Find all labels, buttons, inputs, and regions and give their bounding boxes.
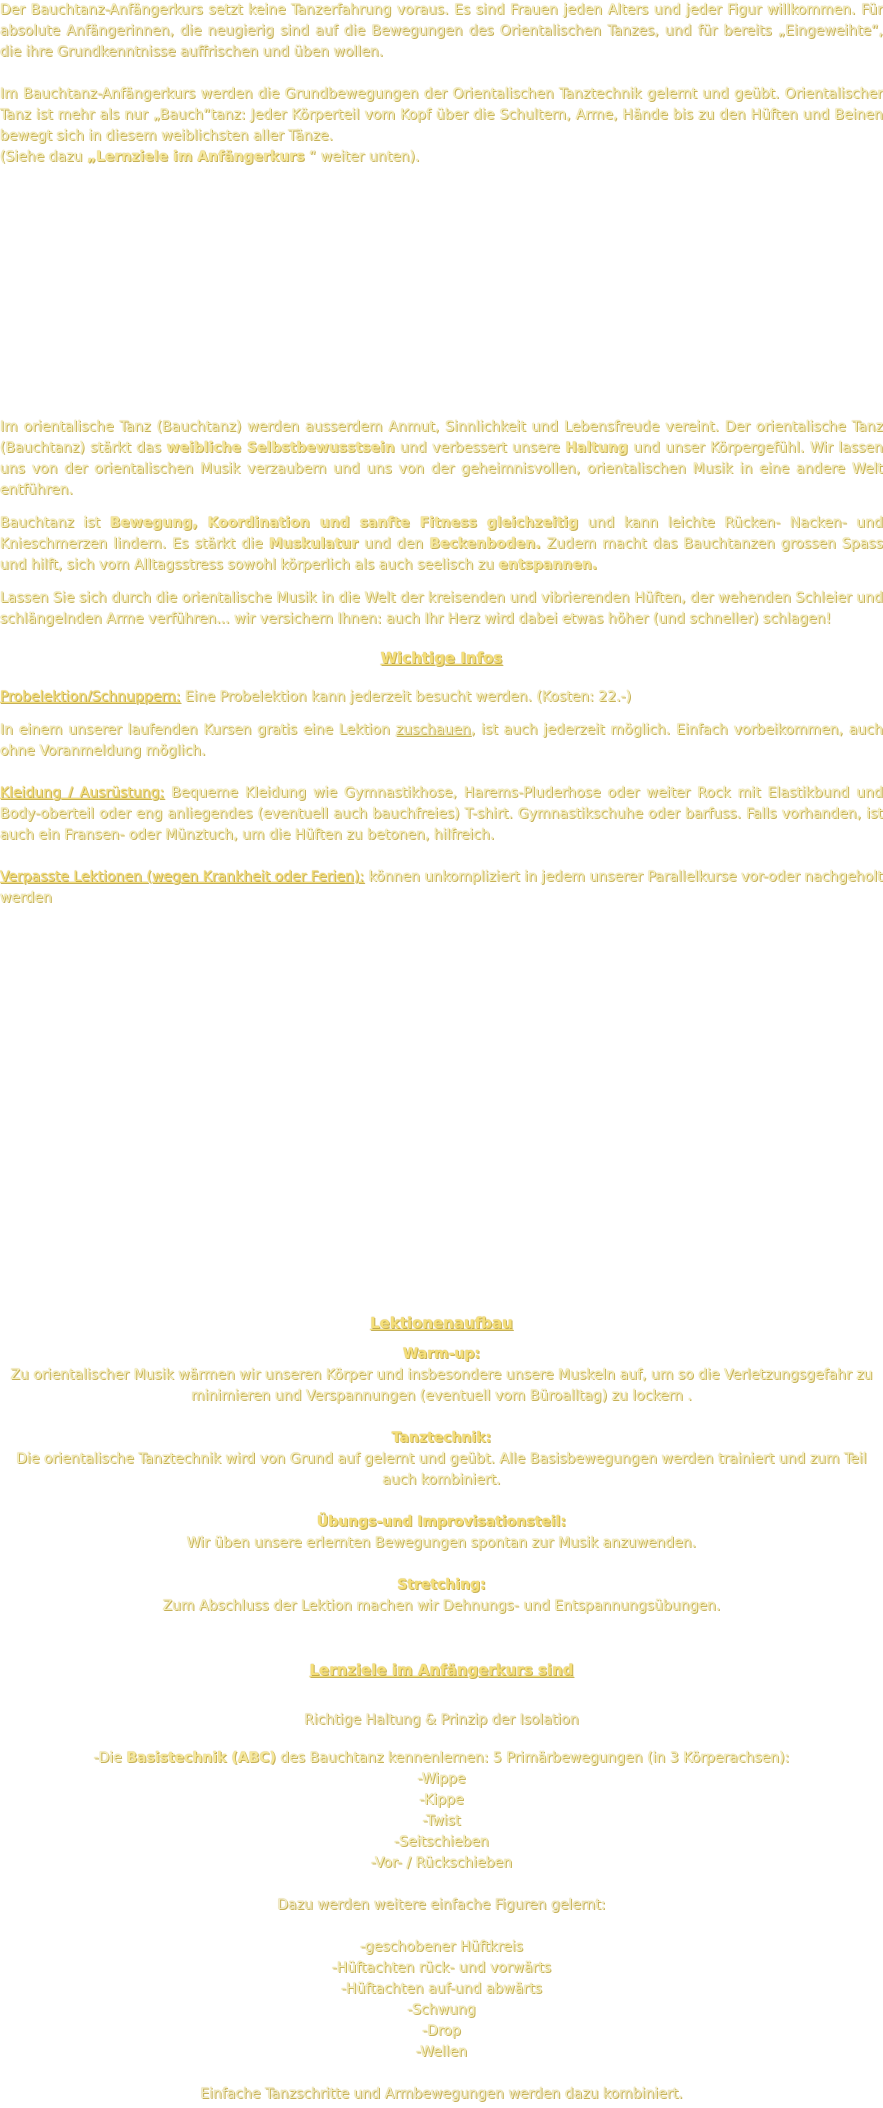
uebung-title: Übungs-und Improvisationsteil: xyxy=(316,1514,567,1530)
bold-muskulatur: Muskulatur xyxy=(268,536,359,552)
primaer-item: -Kippe xyxy=(419,1792,464,1808)
aufbau-heading: Lektionenaufbau xyxy=(370,1314,513,1332)
text-span: Im orientalische Tanz (Bauchtanz) werden ausserdem Anmut, Sinnlichkeit und Lebensfreude vereint. Der orientalische Tanz (Bauchtanz) stärkt das xyxy=(0,419,883,456)
haltung-line: Richtige Haltung & Prinzip der Isolation xyxy=(304,1712,579,1728)
zuschauen-paragraph xyxy=(0,720,883,762)
intro-section xyxy=(0,0,883,168)
text-span: -Die xyxy=(93,1750,127,1766)
text-span: Bauchtanz ist xyxy=(0,515,110,531)
aufbau-section xyxy=(0,1313,883,1617)
warmup-text: Zu orientalischer Musik wärmen wir unseren Körper und insbesondere unsere Muskeln auf, um so die Verletzungsgefahr zu minimieren und Verspannungen (eventuell vom Büroalltag) zu lockern . xyxy=(10,1367,873,1404)
figur-item: -geschobener Hüftkreis xyxy=(359,1939,524,1955)
body-paragraph-1 xyxy=(0,417,883,501)
basistechnik-line xyxy=(0,1748,883,1769)
stretching-text: Zum Abschluss der Lektion machen wir Dehnungs- und Entspannungsübungen. xyxy=(162,1598,721,1614)
probelektion-paragraph xyxy=(0,687,883,708)
text-span: In einem unserer laufenden Kursen gratis eine Lektion xyxy=(0,722,396,738)
text-span: Bequeme Kleidung wie Gymnastikhose, Harems-Pluderhose oder weiter Rock mit Elastikbund und Body-oberteil oder eng anliegendes (eventuell auch bauchfreies) T-shirt. Gymnastikschuhe oder barfuss. Falls vorhanden, ist auch ein Fransen- oder Münztuch, um die Hüften zu betonen, hilfreich. xyxy=(0,785,883,843)
probelektion-label: Probelektion/Schnuppern: xyxy=(0,689,181,705)
primaer-item: -Wippe xyxy=(417,1771,466,1787)
zuschauen-link[interactable]: zuschauen xyxy=(395,722,471,738)
bold-selbstbewusstsein: weibliche Selbstbewusstsein xyxy=(166,440,395,456)
warmup-title: Warm-up: xyxy=(402,1346,481,1362)
siehe-prefix: (Siehe dazu xyxy=(0,149,87,165)
text-span: und verbessert unsere xyxy=(394,440,566,456)
siehe-suffix: “ weiter unten). xyxy=(304,149,420,165)
kleidung-paragraph xyxy=(0,783,883,846)
primaer-item: -Vor- / Rückschieben xyxy=(370,1855,513,1871)
body-section xyxy=(0,417,883,630)
text-span: und den xyxy=(358,536,430,552)
figur-item: -Hüftachten auf-und abwärts xyxy=(341,1981,542,1997)
infos-section xyxy=(0,648,883,909)
verpasst-paragraph xyxy=(0,867,883,909)
uebung-text: Wir üben unsere erlernten Bewegungen spontan zur Musik anzuwenden. xyxy=(186,1535,697,1551)
bold-haltung: Haltung xyxy=(565,440,628,456)
infos-heading: Wichtige Infos xyxy=(380,649,503,667)
text-span: und unser Körpergefühl. Wir lassen uns von der orientalischen Musik verzaubern und uns von der geheimnisvollen, orientalischen Musik in eine andere Welt entführen. xyxy=(0,440,883,498)
figur-item: -Schwung xyxy=(407,2002,476,2018)
body-paragraph-2 xyxy=(0,513,883,576)
intro-text-a: Der Bauchtanz-Anfängerkurs setzt keine Tanzerfahrung voraus. Es sind Frauen jeden Alters und jeder Figur willkommen. xyxy=(0,2,856,18)
verpasst-label: Verpasste Lektionen (wegen Krankheit oder Ferien): xyxy=(0,869,365,885)
text-span: Zudem macht das Bauchtanzen grossen Spass und hilft, sich vom Alltagsstress sowohl körperlich als auch seelisch zu xyxy=(0,536,883,573)
bold-bewegung: Bewegung, Koordination und sanfte Fitness gleichzeitig xyxy=(109,515,579,531)
technik-text: Die orientalische Tanztechnik wird von Grund auf gelernt und geübt. Alle Basisbewegungen werden trainiert und zum Teil auch kombiniert. xyxy=(16,1451,867,1488)
figur-item: -Wellen xyxy=(415,2044,468,2060)
kleidung-label: Kleidung / Ausrüstung: xyxy=(0,785,165,801)
lernziele-section xyxy=(0,1660,883,2105)
primaer-item: -Seitschieben xyxy=(394,1834,489,1850)
text-span: des Bauchtanz kennenlernen: 5 Primärbewegungen (in 3 Körperachsen): xyxy=(275,1750,790,1766)
intro-text-b: Für absolute Anfängerinnen, die neugierig sind auf die Bewegungen des Orientalischen Tanzes, und für bereits „Eingeweihte“, die ihre Grundkenntnisse auffrischen und üben wollen. xyxy=(0,2,883,60)
lernziele-link[interactable]: „Lernziele im Anfängerkurs xyxy=(86,149,305,165)
text-span: und kann leichte Rücken- Nacken- und Knieschmerzen lindern. Es stärkt die xyxy=(0,515,883,552)
stretching-title: Stretching: xyxy=(397,1577,486,1593)
lernziele-heading: Lernziele im Anfängerkurs sind xyxy=(309,1661,574,1679)
schluss-line: Einfache Tanzschritte und Armbewegungen werden dazu kombiniert. xyxy=(200,2086,683,2102)
bold-basistechnik: Basistechnik (ABC) xyxy=(126,1750,276,1766)
bold-beckenboden: Beckenboden. xyxy=(429,536,541,552)
bold-entspannen: entspannen. xyxy=(498,557,598,573)
figur-item: -Drop xyxy=(422,2023,461,2039)
text-span: können unkompliziert in jedem unserer Parallelkurse vor-oder nachgeholt werden xyxy=(0,869,883,906)
text-span: , ist auch jederzeit möglich. Einfach vorbeikommen, auch ohne Voranmeldung möglich. xyxy=(0,722,883,759)
probelektion-text: Eine Probelektion kann jederzeit besucht werden. (Kosten: 22.-) xyxy=(180,689,632,705)
intro-paragraph-3 xyxy=(0,147,883,168)
technik-title: Tanztechnik: xyxy=(391,1430,492,1446)
intro-paragraph-1 xyxy=(0,0,883,63)
body-paragraph-3: Lassen Sie sich durch die orientalische Musik in die Welt der kreisenden und vibrierenden Hüften, der wehenden Schleier und schlängelnden Arme verführen... wir versichern Ihnen: auch Ihr Herz wird dabei etwas höher (und schneller) schlagen! xyxy=(0,590,883,627)
primaer-item: -Twist xyxy=(422,1813,461,1829)
figur-item: -Hüftachten rück- und vorwärts xyxy=(331,1960,552,1976)
figuren-intro: Dazu werden weitere einfache Figuren gelernt: xyxy=(277,1897,606,1913)
intro-paragraph-2: Im Bauchtanz-Anfängerkurs werden die Grundbewegungen der Orientalischen Tanztechnik gelernt und geübt. Orientalischer Tanz ist mehr als nur „Bauch“tanz: Jeder Körperteil vom Kopf über die Schultern, Arme, Hände bis zu den Hüften und Beinen bewegt sich in diesem weiblichsten aller Tänze. xyxy=(0,86,883,144)
